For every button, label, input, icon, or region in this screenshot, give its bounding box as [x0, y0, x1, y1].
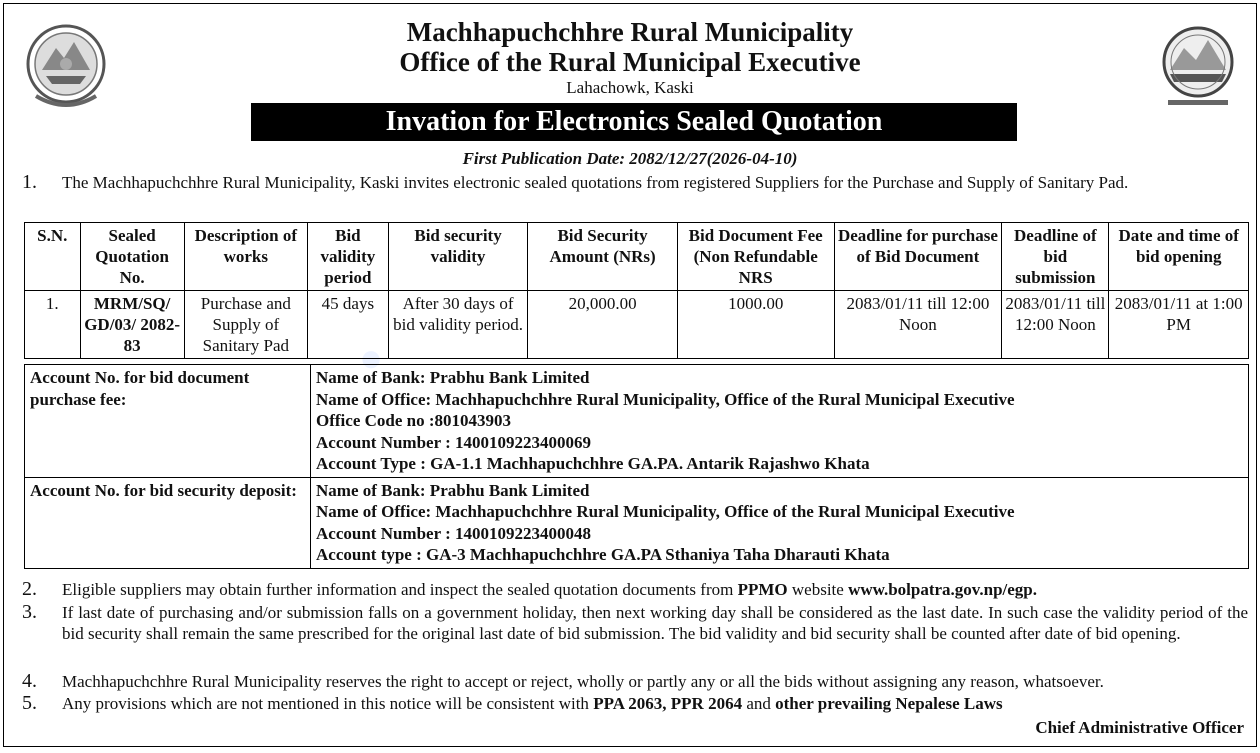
account-row [25, 477, 1249, 568]
account-label: Account No. for bid document purchase fee: [25, 365, 311, 478]
point-number: 3. [22, 601, 37, 623]
point-bold: PPA 2063, PPR 2064 [593, 694, 743, 713]
intro-paragraph [18, 172, 1248, 193]
column-header: Bid Security Amount (NRs) [528, 223, 678, 291]
column-header: Sealed Quotation No. [80, 223, 184, 291]
column-header: Date and time of bid opening [1109, 223, 1249, 291]
office-location: Lahachowk, Kaski [566, 78, 694, 97]
point-link: www.bolpatra.gov.np/egp. [848, 580, 1038, 599]
table-cell: 2083/01/11 at 1:00 PM [1109, 291, 1249, 359]
table-cell: Purchase and Supply of Sanitary Pad [184, 291, 307, 359]
watermark: ● [359, 335, 384, 380]
point-number: 2. [22, 578, 37, 600]
table-header-row [25, 223, 1249, 291]
table-cell: 20,000.00 [528, 291, 678, 359]
account-line: Account type : GA-3 Machhapuchchhre GA.PA Sthaniya Taha Dharauti Khata [316, 545, 890, 564]
account-line: Account Type : GA-1.1 Machhapuchchhre GA.PA. Antarik Rajashwo Khata [316, 454, 870, 473]
column-header: S.N. [25, 223, 81, 291]
account-line: Office Code no :801043903 [316, 411, 512, 430]
point-text: Eligible suppliers may obtain further information and inspect the sealed quotation documents from [62, 580, 738, 599]
publication-date: First Publication Date: 2082/12/27(2026-04-10) [462, 149, 798, 168]
point-bold: PPMO [737, 580, 788, 599]
column-header: Deadline of bid submission [1002, 223, 1109, 291]
account-details [311, 365, 1249, 478]
notice-point [18, 579, 1248, 600]
table-cell: 2083/01/11 till 12:00 Noon [1002, 291, 1109, 359]
notice-banner: Invation for Electronics Sealed Quotation [251, 103, 1017, 141]
account-line: Account Number : 1400109223400048 [316, 523, 591, 543]
account-line: Name of Office: Machhapuchchhre Rural Municipality, Office of the Rural Municipal Executive [316, 502, 1015, 521]
point-text: Machhapuchchhre Rural Municipality reserves the right to accept or reject, wholly or partly any or all the bids without assigning any reason, whatsoever. [62, 672, 1104, 691]
column-header: Bid validity period [307, 223, 388, 291]
municipality-title: Machhapuchchhre Rural Municipality [406, 17, 854, 47]
column-header: Bid security validity [388, 223, 527, 291]
column-header: Bid Document Fee (Non Refundable NRS [677, 223, 834, 291]
notice-page [3, 3, 1257, 747]
account-line: Account Number : 1400109223400069 [316, 432, 591, 452]
point-text: and [742, 694, 776, 713]
point-text: If last date of purchasing and/or submission falls on a government holiday, then next working day shall be considered as the last date. In such case the validity period of the bid security shall remain the same prescribed for the original last date of bid submission. The bid validity and bid security shall be counted after date of bid opening. [62, 603, 1248, 643]
office-title: Office of the Rural Municipal Executive [399, 47, 861, 77]
point-number: 4. [22, 670, 37, 692]
account-details [311, 477, 1249, 568]
notice-point [18, 602, 1248, 644]
column-header: Deadline for purchase of Bid Document [834, 223, 1002, 291]
table-cell: After 30 days of bid validity period. [388, 291, 527, 359]
notice-point [18, 693, 1248, 714]
column-header: Description of works [184, 223, 307, 291]
point-number: 1. [22, 171, 37, 193]
table-row [25, 291, 1249, 359]
table-cell: 1000.00 [677, 291, 834, 359]
account-label: Account No. for bid security deposit: [25, 477, 311, 568]
point-number: 5. [22, 692, 37, 714]
account-line: Name of Bank: Prabhu Bank Limited [316, 368, 590, 387]
point-text: Any provisions which are not mentioned in this notice will be consistent with [62, 694, 594, 713]
table-cell: MRM/SQ/ GD/03/ 2082-83 [80, 291, 184, 359]
table-cell: 2083/01/11 till 12:00 Noon [834, 291, 1002, 359]
point-bold: other prevailing Nepalese Laws [775, 694, 1003, 713]
account-row [25, 365, 1249, 478]
signature: Chief Administrative Officer [1035, 718, 1244, 737]
notice-point [18, 671, 1248, 692]
account-table [24, 364, 1249, 569]
table-cell: 45 days [307, 291, 388, 359]
point-text: website [787, 580, 849, 599]
quotation-table [24, 222, 1249, 359]
point-text: The Machhapuchchhre Rural Municipality, Kaski invites electronic sealed quotations from registered Suppliers for the Purchase and Supply of Sanitary Pad. [62, 173, 1129, 192]
account-line: Name of Bank: Prabhu Bank Limited [316, 480, 590, 500]
account-line: Name of Office: Machhapuchchhre Rural Municipality, Office of the Rural Municipal Executive [316, 389, 1015, 409]
table-cell: 1. [25, 291, 81, 359]
